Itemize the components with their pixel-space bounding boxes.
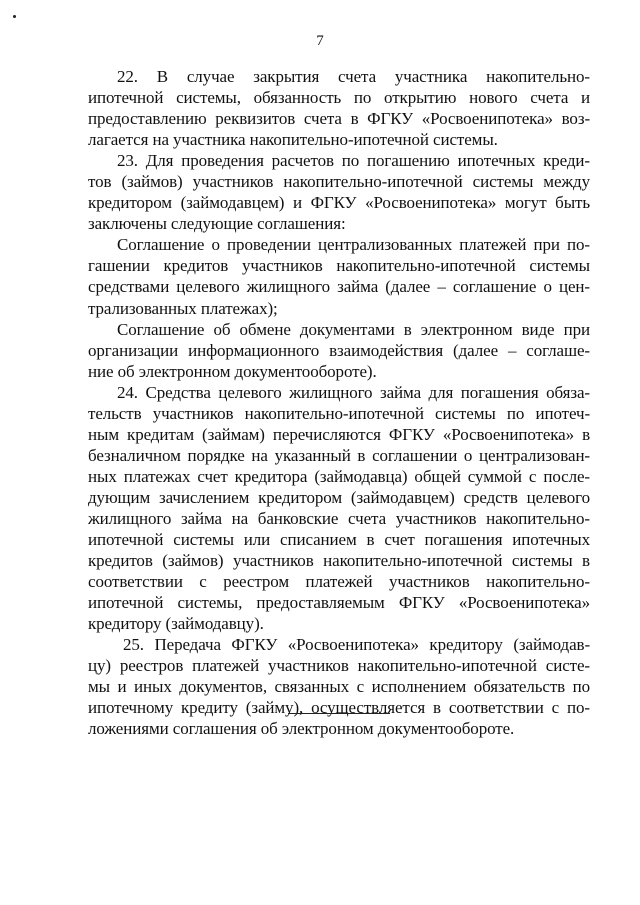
text-line: ипотечной системы, предоставляемым ФГКУ «Росвоенипотека» bbox=[88, 593, 590, 613]
document-body bbox=[88, 66, 590, 740]
text-line: ипотечному кредиту (займу), осуществляется в соответствии с по- bbox=[88, 698, 590, 718]
text-line: предоставлению реквизитов счета в ФГКУ «Росвоенипотека» воз- bbox=[88, 109, 590, 129]
text-line: лагается на участника накопительно-ипотечной системы. bbox=[88, 130, 498, 150]
text-line: средствами целевого жилищного займа (далее – соглашение о цен- bbox=[88, 277, 590, 297]
text-line: заключены следующие соглашения: bbox=[88, 214, 346, 234]
text-line: ипотечной системы, обязанность по открытию нового счета и bbox=[88, 88, 590, 108]
paragraph-22 bbox=[88, 66, 590, 150]
text-line: Соглашение об обмене документами в электронном виде при bbox=[117, 319, 590, 339]
text-line: жилищного займа на банковские счета участников накопительно- bbox=[88, 508, 590, 528]
text-line: 25. Передача ФГКУ «Росвоенипотека» кредитору (займодав- bbox=[123, 635, 590, 655]
paragraph-agreement-centralized bbox=[88, 234, 590, 318]
text-line: ных платежах счет кредитора (займодавца) общей суммой с после- bbox=[88, 466, 590, 486]
paragraph-agreement-edo bbox=[88, 319, 590, 382]
text-line: 22. В случае закрытия счета участника накопительно- bbox=[117, 67, 590, 86]
text-line: ипотечной системы или списанием в счет погашения ипотечных bbox=[88, 530, 590, 550]
text-line: гашении кредитов участников накопительно-ипотечной системы bbox=[88, 256, 590, 276]
text-line: кредитору (займодавцу). bbox=[88, 614, 264, 634]
text-line: организации информационного взаимодействия (далее – соглаше- bbox=[88, 340, 590, 360]
text-line: мы и иных документов, связанных с исполнением обязательств по bbox=[88, 677, 590, 697]
text-line: дующим зачислением кредитором (займодавцем) средств целевого bbox=[88, 487, 590, 507]
text-line: 23. Для проведения расчетов по погашению ипотечных креди- bbox=[117, 151, 590, 171]
text-line: трализованных платежах); bbox=[88, 298, 278, 318]
paragraph-24 bbox=[88, 382, 590, 635]
text-line: кредитов (займов) участников накопительно-ипотечной системы в bbox=[88, 551, 590, 571]
text-line: 24. Средства целевого жилищного займа для погашения обяза- bbox=[117, 382, 590, 402]
text-line: ние об электронном документообороте). bbox=[88, 361, 377, 381]
paragraph-25 bbox=[88, 634, 590, 739]
text-line: цу) реестров платежей участников накопительно-ипотечной систе- bbox=[88, 656, 590, 676]
text-line: ным кредитам (займам) перечисляются ФГКУ «Росвоенипотека» в bbox=[88, 424, 590, 444]
text-line: безналичном порядке на указанный в соглашении о централизован- bbox=[88, 445, 590, 465]
text-line: ложениями соглашения об электронном документообороте. bbox=[88, 719, 515, 739]
text-line: тов (займов) участников накопительно-ипотечной системы между bbox=[88, 172, 590, 192]
text-line: Соглашение о проведении централизованных платежей при по- bbox=[117, 235, 590, 255]
text-line: соответствии с реестром платежей участников накопительно- bbox=[88, 572, 590, 592]
paragraph-23 bbox=[88, 150, 590, 234]
text-line: кредитором (займодавцем) и ФГКУ «Росвоенипотека» могут быть bbox=[88, 193, 590, 213]
text-line: тельств участников накопительно-ипотечной системы по ипотеч- bbox=[88, 403, 590, 423]
page-number: 7 bbox=[316, 33, 324, 49]
end-divider bbox=[288, 713, 390, 714]
scan-speck bbox=[13, 15, 16, 18]
